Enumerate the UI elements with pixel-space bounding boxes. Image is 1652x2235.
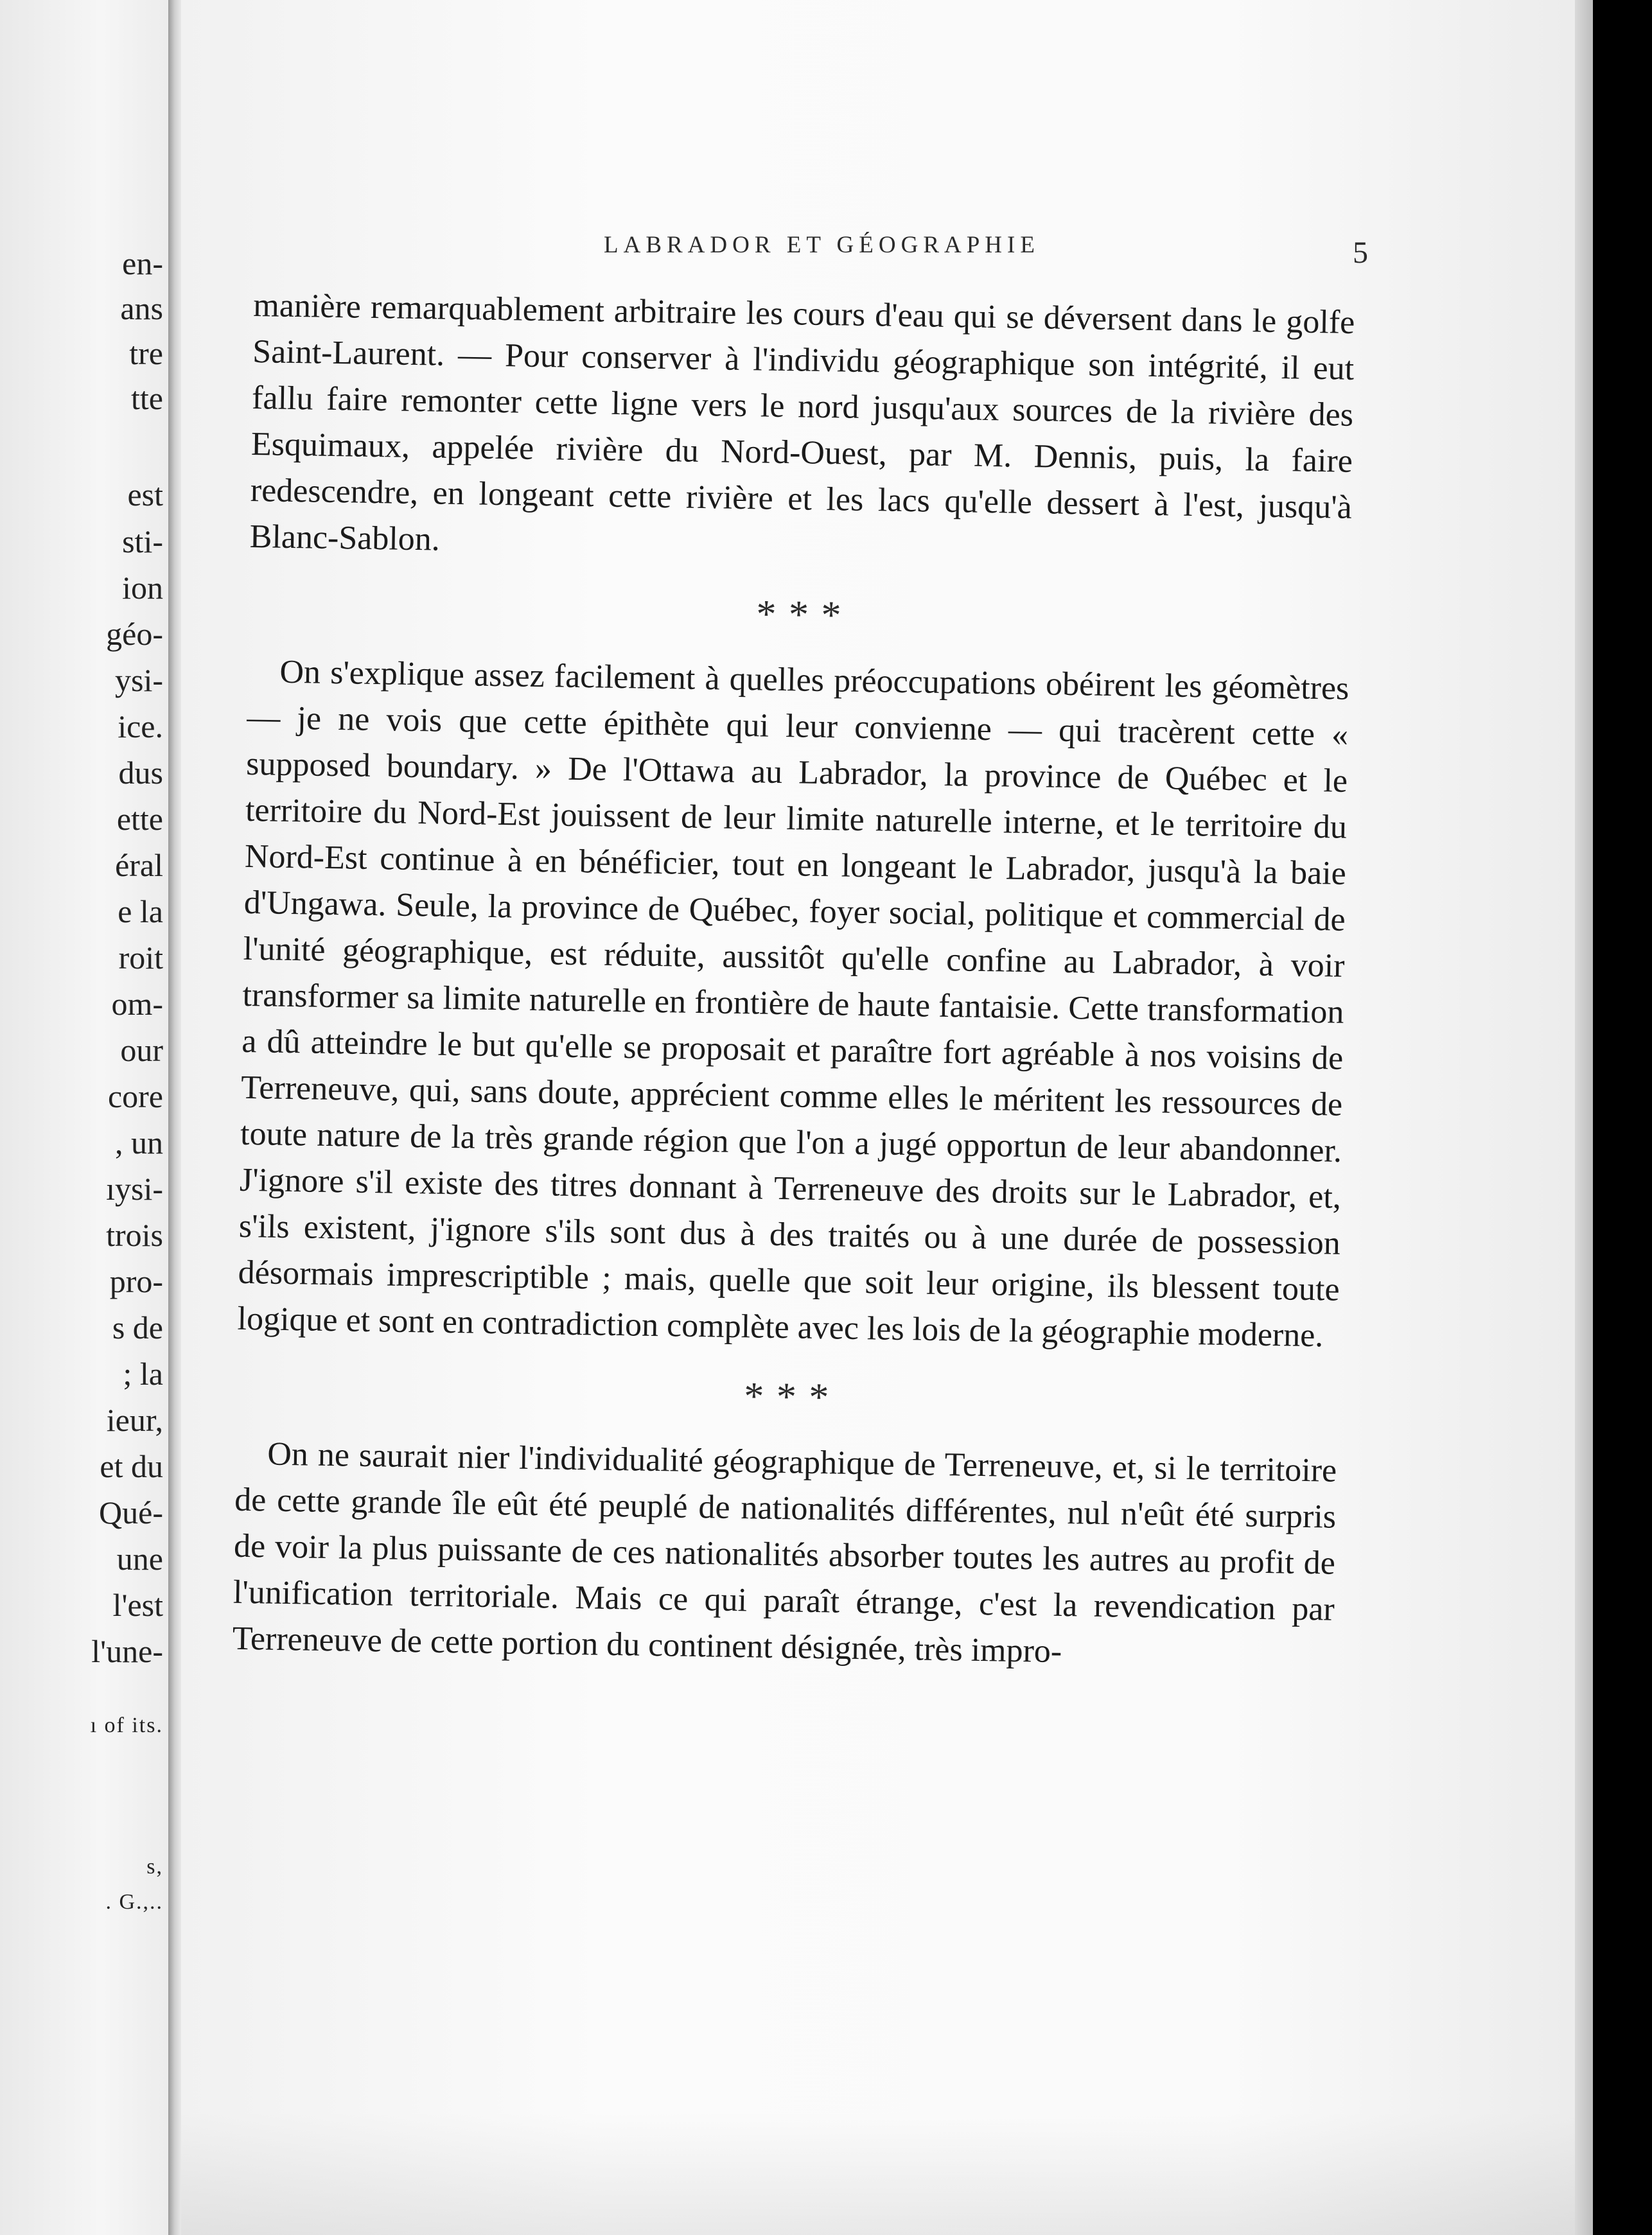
left-fragment: tte — [131, 380, 163, 416]
left-fragment: ysi- — [115, 662, 163, 698]
left-fragment: Qué- — [99, 1494, 163, 1530]
left-fragment: dus — [118, 755, 163, 791]
page-edge — [1575, 0, 1593, 2235]
left-fragment: core — [107, 1078, 163, 1114]
left-fragment: ans — [120, 290, 163, 326]
left-page-margin — [0, 0, 168, 2235]
left-fragment: om- — [111, 986, 163, 1022]
page-shadow — [181, 2113, 1575, 2235]
paragraph-1: manière remarquablement arbitraire les cours d'eau qui se déversent dans le golfe Saint-Laurent. — Pour conserver à l'individu géographique son intégrité, il eut fallu faire remonter cette ligne vers le nord jusqu'aux sources de la rivière des Esquimaux, appelée rivière du Nord-Ouest, par M. Dennis, puis, la faire redescendre, en longeant cette rivière et les lacs qu'elle dessert à l'est, jusqu'à Blanc-Sablon. — [249, 286, 1355, 558]
left-fragment: pro- — [109, 1263, 163, 1299]
left-fragment: ieur, — [106, 1402, 163, 1438]
page-gutter — [168, 0, 181, 2235]
left-fragment: ette — [116, 801, 163, 837]
left-fragment: e la — [118, 893, 163, 929]
left-fragment: géo- — [106, 616, 163, 652]
left-fragment: l'est — [112, 1587, 163, 1623]
left-fragment: sti- — [122, 523, 163, 559]
left-fragment: et du — [100, 1448, 163, 1484]
section-break: * * * — [755, 592, 843, 638]
page-number: 5 — [1353, 236, 1368, 270]
left-footnote-fragment: . G.,.. — [105, 1890, 163, 1914]
paragraph-2: On s'explique assez facilement à quelles préoccupations obéirent les géomètres — je ne vois que cette épithète qui leur convienne — qui tracèrent cette « supposed boundary. » De l'Ottawa au Labrador, la province de Québec et le territoire du Nord-Est jouissent de leur limite naturelle interne, et le territoire du Nord-Est continue à en bénéficier, tout en longeant le Labrador, jusqu'à la baie d'Ungawa. Seule, la province de Québec, foyer social, politique et commercial de l'unité géographique, est réduite, aussitôt qu'elle confine au Labrador, à voir transformer sa limite naturelle en frontière de haute fantaisie. Cette transformation a dû atteindre le but qu'elle se proposait et paraître fort agréable à nos voisins de Terreneuve, qui, sans doute, apprécient comme elles le méritent les ressources de toute nature de la très grande région que l'on a jugé opportun de leur abandonner. J'ignore s'il existe des titres donnant à Terreneuve des droits sur le Labrador, et, s'ils existent, j'ignore s'ils sont dus à des traités ou à une durée de possession désormais imprescriptible ; mais, quelle que soit leur origine, ils blessent toute logique et sont en contradiction complète avec les lois de la géographie moderne. — [237, 653, 1349, 1354]
left-fragment: ; la — [123, 1356, 163, 1392]
left-fragment: tre — [129, 335, 163, 371]
page-header — [443, 231, 1368, 270]
left-fragment: ice. — [118, 708, 163, 744]
left-fragment: ion — [122, 570, 163, 606]
paragraph-3: On ne saurait nier l'individualité géographique de Terreneuve, et, si le territoire de cette grande île eût été peuplé de nationalités différentes, nul n'eût été surpris de voir la plus puissante de ces nationalités absorber toutes les autres au profit de l'unification territoriale. Mais ce qui paraît étrange, c'est la revendication par Terreneuve de cette portion du continent désignée, très impro- — [232, 1435, 1337, 1670]
left-fragment: , un — [115, 1125, 163, 1161]
left-fragment: roit — [118, 940, 163, 976]
section-break: * * * — [743, 1374, 830, 1420]
left-fragment: une — [116, 1541, 163, 1577]
left-fragment: est — [127, 477, 163, 513]
left-footnote-fragment: ı of its. — [90, 1714, 163, 1737]
left-footnote-fragment: s, — [146, 1855, 163, 1879]
running-title: LABRADOR ET GÉOGRAPHIE — [604, 232, 1040, 258]
left-fragment: s de — [112, 1310, 163, 1345]
left-fragment: our — [120, 1032, 163, 1068]
left-fragment: l'une- — [91, 1633, 163, 1669]
left-fragment: trois — [106, 1217, 163, 1253]
left-fragment: en- — [122, 245, 163, 281]
left-fragment: éral — [115, 847, 163, 883]
body-text — [232, 283, 1355, 1679]
left-fragment: ıysi- — [106, 1171, 163, 1207]
